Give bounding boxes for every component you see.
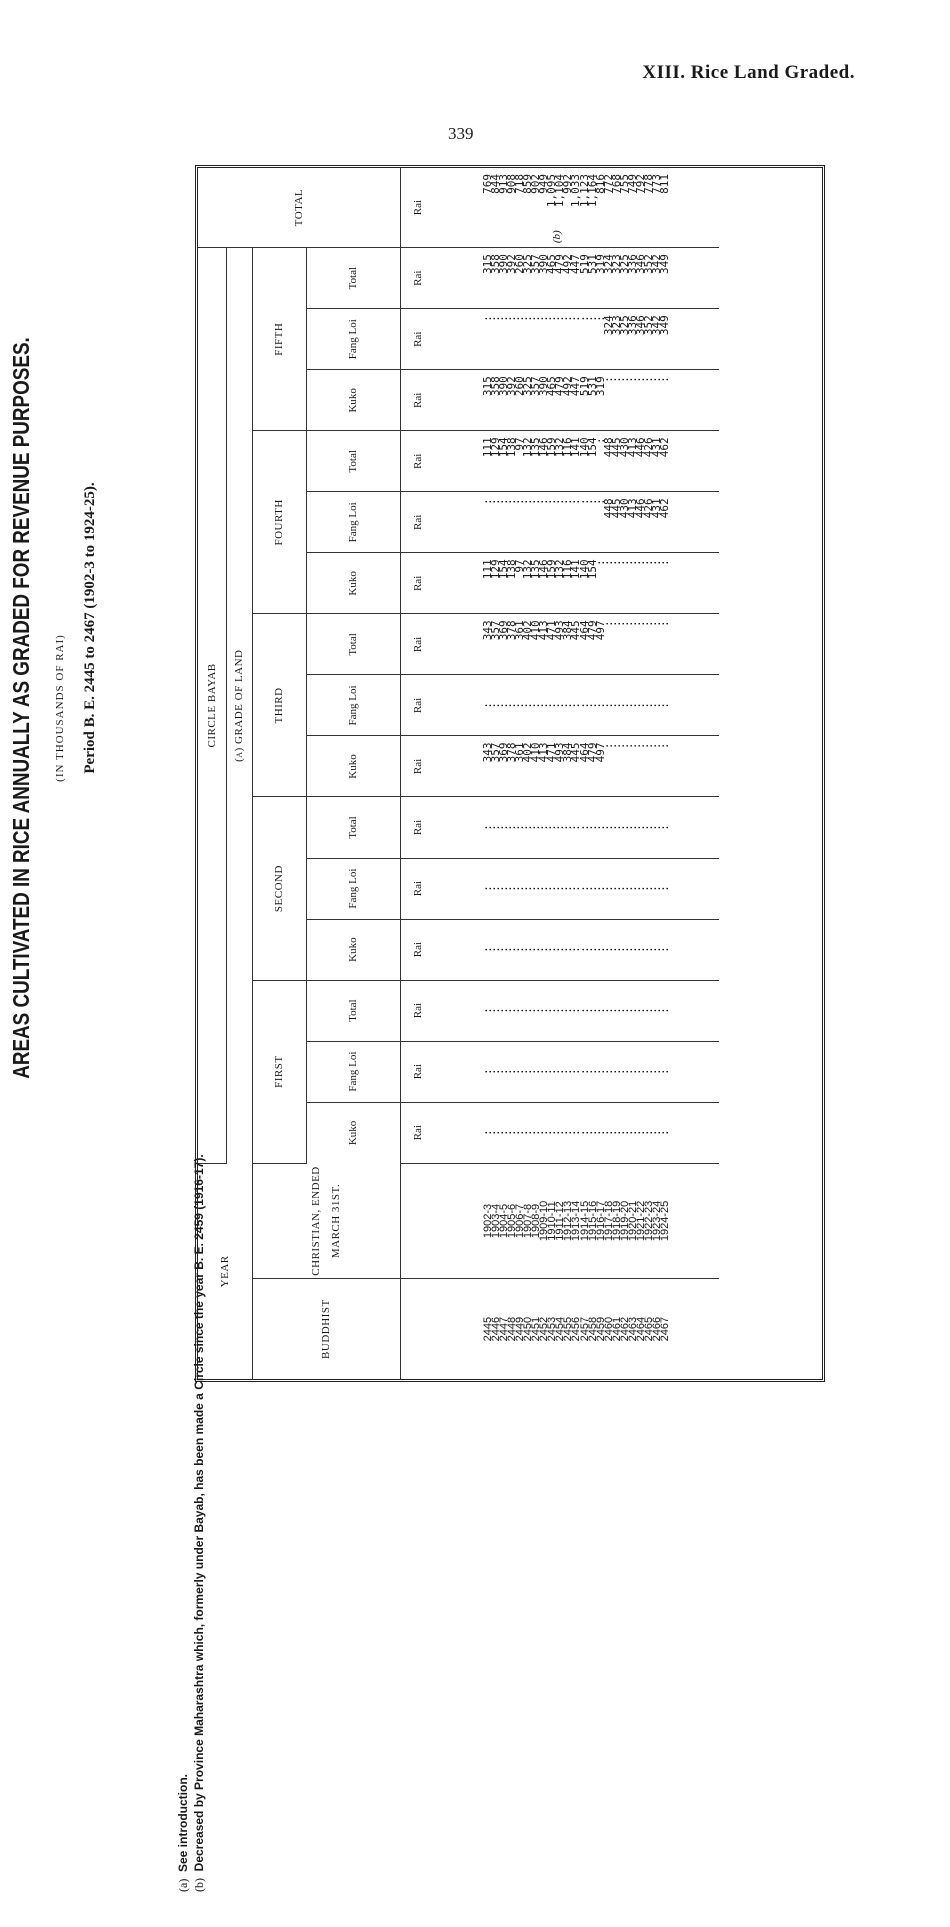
first-header: FIRST [252,980,306,1163]
first-total-col: : : : : : : : : : : : : : : : : : : : : : : : [435,980,719,1041]
footnotes [175,627,215,1927]
footnote-a: (a) See introduction. [176,1773,190,1892]
data-row [435,168,719,1379]
third-kuko-header: Kuko [306,736,400,797]
buddhist-years: 2445 2446 2447 2448 2449 2450 2451 2452 2453 2454 2455 2456 2457 2458 2459 2460 2461 2462 2463 2464 2465 2466 2467 [481,1316,671,1342]
third-fang-col: : : : : : : : : : : : : : : : : : : : : : : : [435,675,719,736]
second-kuko-col: : : : : : : : : : : : : : : : : : : : : : : : [435,919,719,980]
third-total-col: 343 357 369 378 361 402 410 413 471 493 384 445 464 479 497 : : : : : : : : [435,614,719,675]
second-header: SECOND [252,797,306,980]
buddhist-header: BUDDHIST [252,1279,400,1379]
third-header: THIRD [252,614,306,797]
first-fang-col: : : : : : : : : : : : : : : : : : : : : : : : [435,1041,719,1102]
christian-years: 1902-3 1903-4 1904-5 1905-6 1906-7 1907-8 1908-9 1909-10 1910-11 1911-12 1912-13 1913-14 1914-15 1915-16 1916-17 1917-18 1918-19 1919-20 1920-21 1921-22 1922-23 1923-24 1924-25 [435,1163,719,1279]
footnote-b: (b) Decreased by Province Maharashtra which, formerly under Bayab, has been made a Circle since the year B. E. 2459 (1916-17). [192,1154,206,1892]
fourth-kuko-header: Kuko [306,553,400,614]
total-header: TOTAL [198,168,400,248]
first-kuko-header: Kuko [306,1102,400,1163]
fifth-total-header: Total [306,248,400,309]
fourth-kuko-col: 111 129 154 138 97 132 135 146 159 132 116 141 140 154 : : : : : : : : : [435,553,719,614]
fifth-fang-header: Fang Loi [306,309,400,370]
period-line: Period B. E. 2445 to 2467 (1902-3 to 1924-25). [82,482,98,774]
first-total-header: Total [306,980,400,1041]
grade-header: (a) GRADE OF LAND [226,248,252,1164]
fifth-header: FIFTH [252,248,306,431]
first-fang-header: Fang Loi [306,1041,400,1102]
second-kuko-header: Kuko [306,919,400,980]
fifth-total-col: 315 358 390 392 260 325 357 390 465 479 492 447 519 531 319 324 323 325 336 346 352 342 349 [435,248,719,309]
table-title: AREAS CULTIVATED IN RICE ANNUALLY AS GRADED FOR REVENUE PURPOSES. [8,337,34,1079]
third-total-header: Total [306,614,400,675]
rice-land-table [198,168,719,1379]
third-fang-header: Fang Loi [306,675,400,736]
fifth-kuko-header: Kuko [306,370,400,431]
first-kuko-col: : : : : : : : : : : : : : : : : : : : : : : : [435,1102,719,1163]
unit-row: Rai Rai Rai Rai Rai Rai Rai Rai Rai Rai Rai Rai Rai Rai Rai Rai [400,168,435,1379]
fourth-total-header: Total [306,431,400,492]
units-note: (IN THOUSANDS OF RAI) [54,634,66,782]
fifth-fang-col: : : : : : : : : : : : : : : : 324 323 325 336 346 352 342 349 [435,309,719,370]
christian-header: CHRISTIAN, ENDED MARCH 31ST. [252,1163,400,1279]
table-frame [195,165,825,1382]
year-header: YEAR [198,1163,252,1379]
fourth-total-col: 111 129 154 138 97 132 135 146 159 132 116 141 140 154 : 448 445 430 413 446 426 431 462 [435,431,719,492]
fourth-fang-header: Fang Loi [306,492,400,553]
third-kuko-col: 343 357 369 378 361 402 410 413 471 493 384 445 464 479 497 : : : : : : : : [435,736,719,797]
second-total-col: : : : : : : : : : : : : : : : : : : : : : : : [435,797,719,858]
fourth-fang-col: : : : : : : : : : : : : : : : 448 445 430 413 446 426 431 462 [435,492,719,553]
page-number: 339 [448,124,474,143]
circle-header: CIRCLE BAYAB [198,248,226,1164]
second-fang-header: Fang Loi [306,858,400,919]
note-b-marker: (b) [550,230,563,244]
fourth-header: FOURTH [252,431,306,614]
section-heading: XIII. Rice Land Graded. [642,62,855,83]
grand-total-col: (b) 769 844 913 908 718 859 902 949 1,095 1,104 992 1,033 1,123 1,164 816 772 768 755 749 792 778 773 811 [435,168,719,248]
second-fang-col: : : : : : : : : : : : : : : : : : : : : : : : [435,858,719,919]
rotated-table [198,168,822,1379]
fifth-kuko-col: 315 358 390 392 260 325 357 390 465 479 492 447 519 531 319 : : : : : : : : [435,370,719,431]
second-total-header: Total [306,797,400,858]
